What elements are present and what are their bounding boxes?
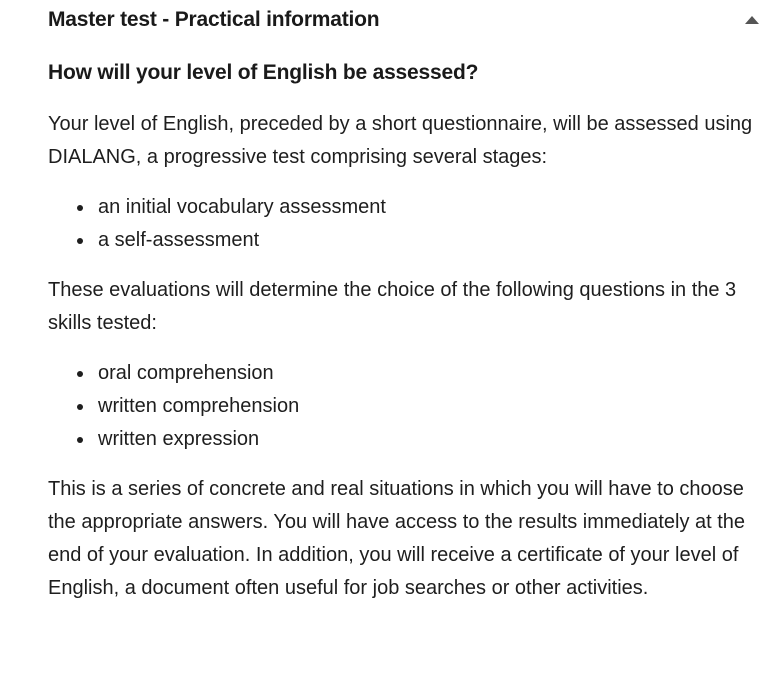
accordion-content — [48, 56, 753, 622]
list-item: a self-assessment — [98, 224, 753, 257]
list-item: written comprehension — [98, 390, 753, 423]
section-heading: How will your level of English be assessed? — [48, 61, 479, 84]
list-item: written expression — [98, 423, 753, 456]
conclusion-paragraph: This is a series of concrete and real situations in which you will have to choose the appropriate answers. You will have access to the results immediately at the end of your evaluation. In addition, you will receive a certificate of your level of English, a document often useful for job searches or other activities. — [48, 478, 746, 599]
skills-intro-paragraph: These evaluations will determine the choice of the following questions in the 3 skills tested: — [48, 279, 737, 334]
skills-list — [48, 357, 753, 456]
intro-paragraph: Your level of English, preceded by a short questionnaire, will be assessed using DIALANG, a progressive test comprising several stages: — [48, 113, 753, 168]
list-item: oral comprehension — [98, 357, 753, 390]
accordion-title: Master test - Practical information — [48, 8, 380, 31]
chevron-up-icon[interactable] — [745, 16, 759, 24]
list-item: an initial vocabulary assessment — [98, 191, 753, 224]
accordion-header[interactable] — [0, 0, 770, 42]
stages-list — [48, 191, 753, 257]
